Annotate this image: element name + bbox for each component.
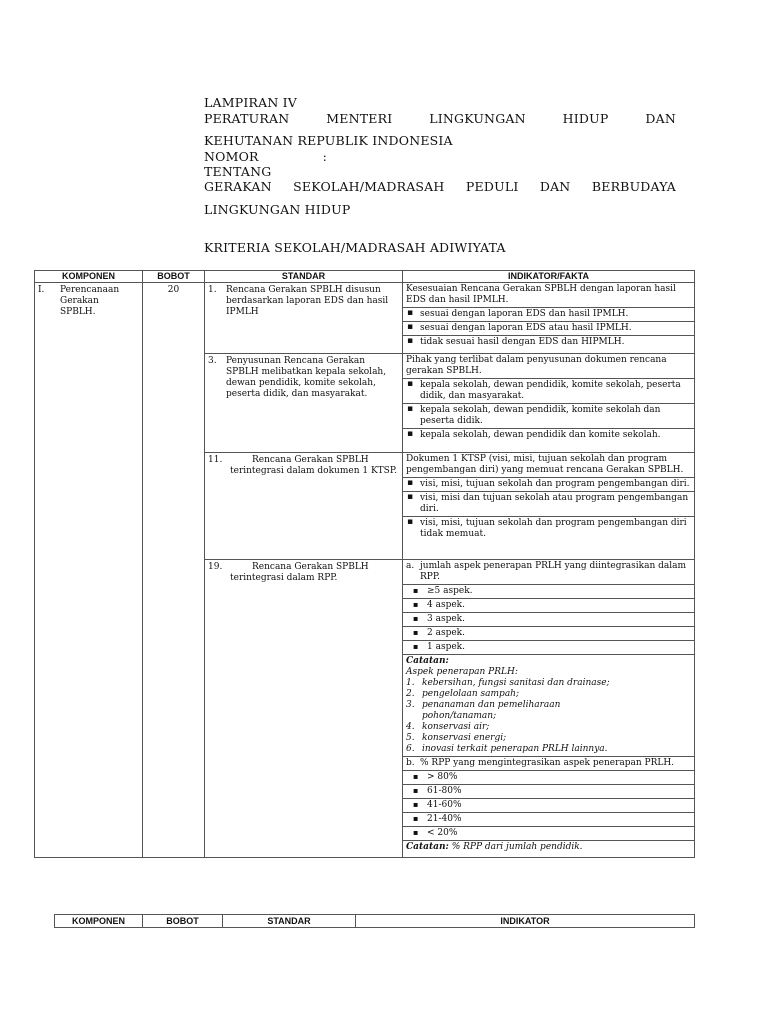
catatan-text: konservasi energi; xyxy=(422,733,507,743)
catatan-b xyxy=(403,841,694,857)
catatan-text: kebersihan, fungsi sanitasi dan drainase; xyxy=(422,678,610,688)
table-row xyxy=(35,283,695,354)
kementerian-line: KEHUTANAN REPUBLIK INDONESIA xyxy=(204,133,453,148)
peraturan-line xyxy=(204,111,676,126)
indikator-intro: Pihak yang terlibat dalam penyusunan dokumen rencana gerakan SPBLH. xyxy=(403,354,694,379)
col-header-komponen: KOMPONEN xyxy=(55,915,143,928)
indikator-cell xyxy=(403,560,695,858)
catatan-number: 5. xyxy=(406,733,415,743)
catatan-text: konservasi air; xyxy=(422,722,490,732)
catatan-b-text: % RPP dari jumlah pendidik. xyxy=(448,842,583,852)
indikator-item: ▪ 3 aspek. xyxy=(403,613,694,627)
indikator-item: ▪ 4 aspek. xyxy=(403,599,694,613)
header-word: MENTERI xyxy=(326,111,393,126)
table-header-row xyxy=(55,915,695,928)
indikator-item: ▪ kepala sekolah, dewan pendidik, komite sekolah, peserta didik, dan masyarakat. xyxy=(403,379,694,404)
catatan-text: inovasi terkait penerapan PRLH lainnya. xyxy=(422,744,608,754)
indikator-b-text: % RPP yang mengintegrasikan aspek penerapan PRLH. xyxy=(420,758,675,768)
catatan-block xyxy=(403,655,694,757)
indikator-item: ▪ kepala sekolah, dewan pendidik, komite sekolah dan peserta didik. xyxy=(403,404,694,429)
indikator-intro: Kesesuaian Rencana Gerakan SPBLH dengan laporan hasil EDS dan hasil IPMLH. xyxy=(403,283,694,308)
tentang-label: TENTANG xyxy=(204,164,272,179)
col-header-standar: STANDAR xyxy=(205,271,403,283)
catatan-number: 3. xyxy=(406,700,415,710)
standar-text: Rencana Gerakan SPBLH disusun berdasarkan laporan EDS dan hasil IPMLH xyxy=(226,285,389,317)
catatan-title: Catatan: xyxy=(406,656,449,666)
header-word: GERAKAN xyxy=(204,179,272,194)
header-word: HIDUP xyxy=(562,111,609,126)
catatan-b-label: Catatan: xyxy=(406,842,449,852)
indikator-item: ▪ 41-60% xyxy=(403,799,694,813)
standar-cell xyxy=(205,354,403,453)
table-header-row xyxy=(35,271,695,283)
standar-number: 11. xyxy=(208,455,223,465)
standar-text: Rencana Gerakan SPBLH terintegrasi dalam dokumen 1 KTSP. xyxy=(230,455,397,476)
indikator-item: ▪ 2 aspek. xyxy=(403,627,694,641)
header-word: PERATURAN xyxy=(204,111,290,126)
standar-number: 1. xyxy=(208,285,217,295)
header-word: PEDULI xyxy=(465,179,519,194)
catatan-number: 6. xyxy=(406,744,415,754)
nomor-line xyxy=(204,149,327,164)
indikator-item: ▪ visi, misi, tujuan sekolah dan program pengembangan diri tidak memuat. xyxy=(403,517,694,541)
col-header-indikator: INDIKATOR xyxy=(356,915,695,928)
catatan-number: 2. xyxy=(406,689,415,699)
col-header-bobot: BOBOT xyxy=(143,271,205,283)
catatan-item xyxy=(406,744,691,755)
catatan-text: penanaman dan pemeliharaan pohon/tanaman; xyxy=(422,700,561,721)
standar-text: Penyusunan Rencana Gerakan SPBLH melibatkan kepala sekolah, dewan pendidik, komite sekolah, peserta didik, dan masyarakat. xyxy=(226,356,387,399)
catatan-item xyxy=(406,700,691,722)
nomor-colon: : xyxy=(322,149,328,164)
indikator-cell xyxy=(403,283,695,354)
col-header-standar: STANDAR xyxy=(223,915,356,928)
document-title: KRITERIA SEKOLAH/MADRASAH ADIWIYATA xyxy=(204,240,506,255)
indikator-cell xyxy=(403,354,695,453)
indikator-a-text: jumlah aspek penerapan PRLH yang diintegrasikan dalam RPP. xyxy=(420,561,687,582)
komponen-label: Perencanaan Gerakan SPBLH. xyxy=(60,285,120,317)
indikator-item: ▪ < 20% xyxy=(403,827,694,841)
subject-line-2: LINGKUNGAN HIDUP xyxy=(204,202,351,217)
criteria-table-continued xyxy=(54,914,695,928)
header-word: SEKOLAH/MADRASAH xyxy=(293,179,445,194)
catatan-item xyxy=(406,733,691,744)
header-word: BERBUDAYA xyxy=(591,179,676,194)
nomor-label: NOMOR xyxy=(204,149,259,164)
standar-text: Rencana Gerakan SPBLH terintegrasi dalam RPP. xyxy=(230,562,369,583)
catatan-number: 4. xyxy=(406,722,415,732)
col-header-indikator: INDIKATOR/FAKTA xyxy=(403,271,695,283)
lampiran-label: LAMPIRAN IV xyxy=(204,95,297,110)
catatan-item xyxy=(406,678,691,689)
standar-cell xyxy=(205,453,403,560)
header-word: DAN xyxy=(645,111,676,126)
indikator-a-intro xyxy=(403,560,694,585)
standar-cell xyxy=(205,560,403,858)
indikator-item: ▪ tidak sesuai hasil dengan EDS dan HIPMLH. xyxy=(403,336,694,349)
standar-number: 19. xyxy=(208,562,223,572)
standar-cell xyxy=(205,283,403,354)
indikator-intro: Dokumen 1 KTSP (visi, misi, tujuan sekolah dan program pengembangan diri) yang memuat rencana Gerakan SPBLH. xyxy=(403,453,694,478)
indikator-item: ▪ kepala sekolah, dewan pendidik dan komite sekolah. xyxy=(403,429,694,442)
indikator-item: ▪ visi, misi dan tujuan sekolah atau program pengembangan diri. xyxy=(403,492,694,517)
indikator-item: ▪ > 80% xyxy=(403,771,694,785)
komponen-number: I. xyxy=(38,285,45,295)
standar-number: 3. xyxy=(208,356,217,366)
catatan-item xyxy=(406,722,691,733)
criteria-table xyxy=(34,270,695,858)
indikator-item: ▪ 1 aspek. xyxy=(403,641,694,655)
col-header-komponen: KOMPONEN xyxy=(35,271,143,283)
header-word: LINGKUNGAN xyxy=(429,111,526,126)
col-header-bobot: BOBOT xyxy=(143,915,223,928)
subject-line xyxy=(204,179,676,194)
catatan-text: pengelolaan sampah; xyxy=(422,689,520,699)
header-word: DAN xyxy=(539,179,571,194)
komponen-cell xyxy=(35,283,143,858)
indikator-item: ▪ sesuai dengan laporan EDS dan hasil IPMLH. xyxy=(403,308,694,322)
indikator-a-label: a. xyxy=(406,561,415,571)
indikator-item: ▪ 61-80% xyxy=(403,785,694,799)
indikator-cell xyxy=(403,453,695,560)
indikator-item: ▪ ≥5 aspek. xyxy=(403,585,694,599)
indikator-item: ▪ visi, misi, tujuan sekolah dan program pengembangan diri. xyxy=(403,478,694,492)
catatan-number: 1. xyxy=(406,678,415,688)
catatan-item xyxy=(406,689,691,700)
bobot-cell: 20 xyxy=(143,283,205,858)
catatan-subtitle: Aspek penerapan PRLH: xyxy=(406,667,518,677)
indikator-item: ▪ sesuai dengan laporan EDS atau hasil IPMLH. xyxy=(403,322,694,336)
indikator-b-intro xyxy=(403,757,694,771)
indikator-b-label: b. xyxy=(406,758,415,768)
indikator-item: ▪ 21-40% xyxy=(403,813,694,827)
